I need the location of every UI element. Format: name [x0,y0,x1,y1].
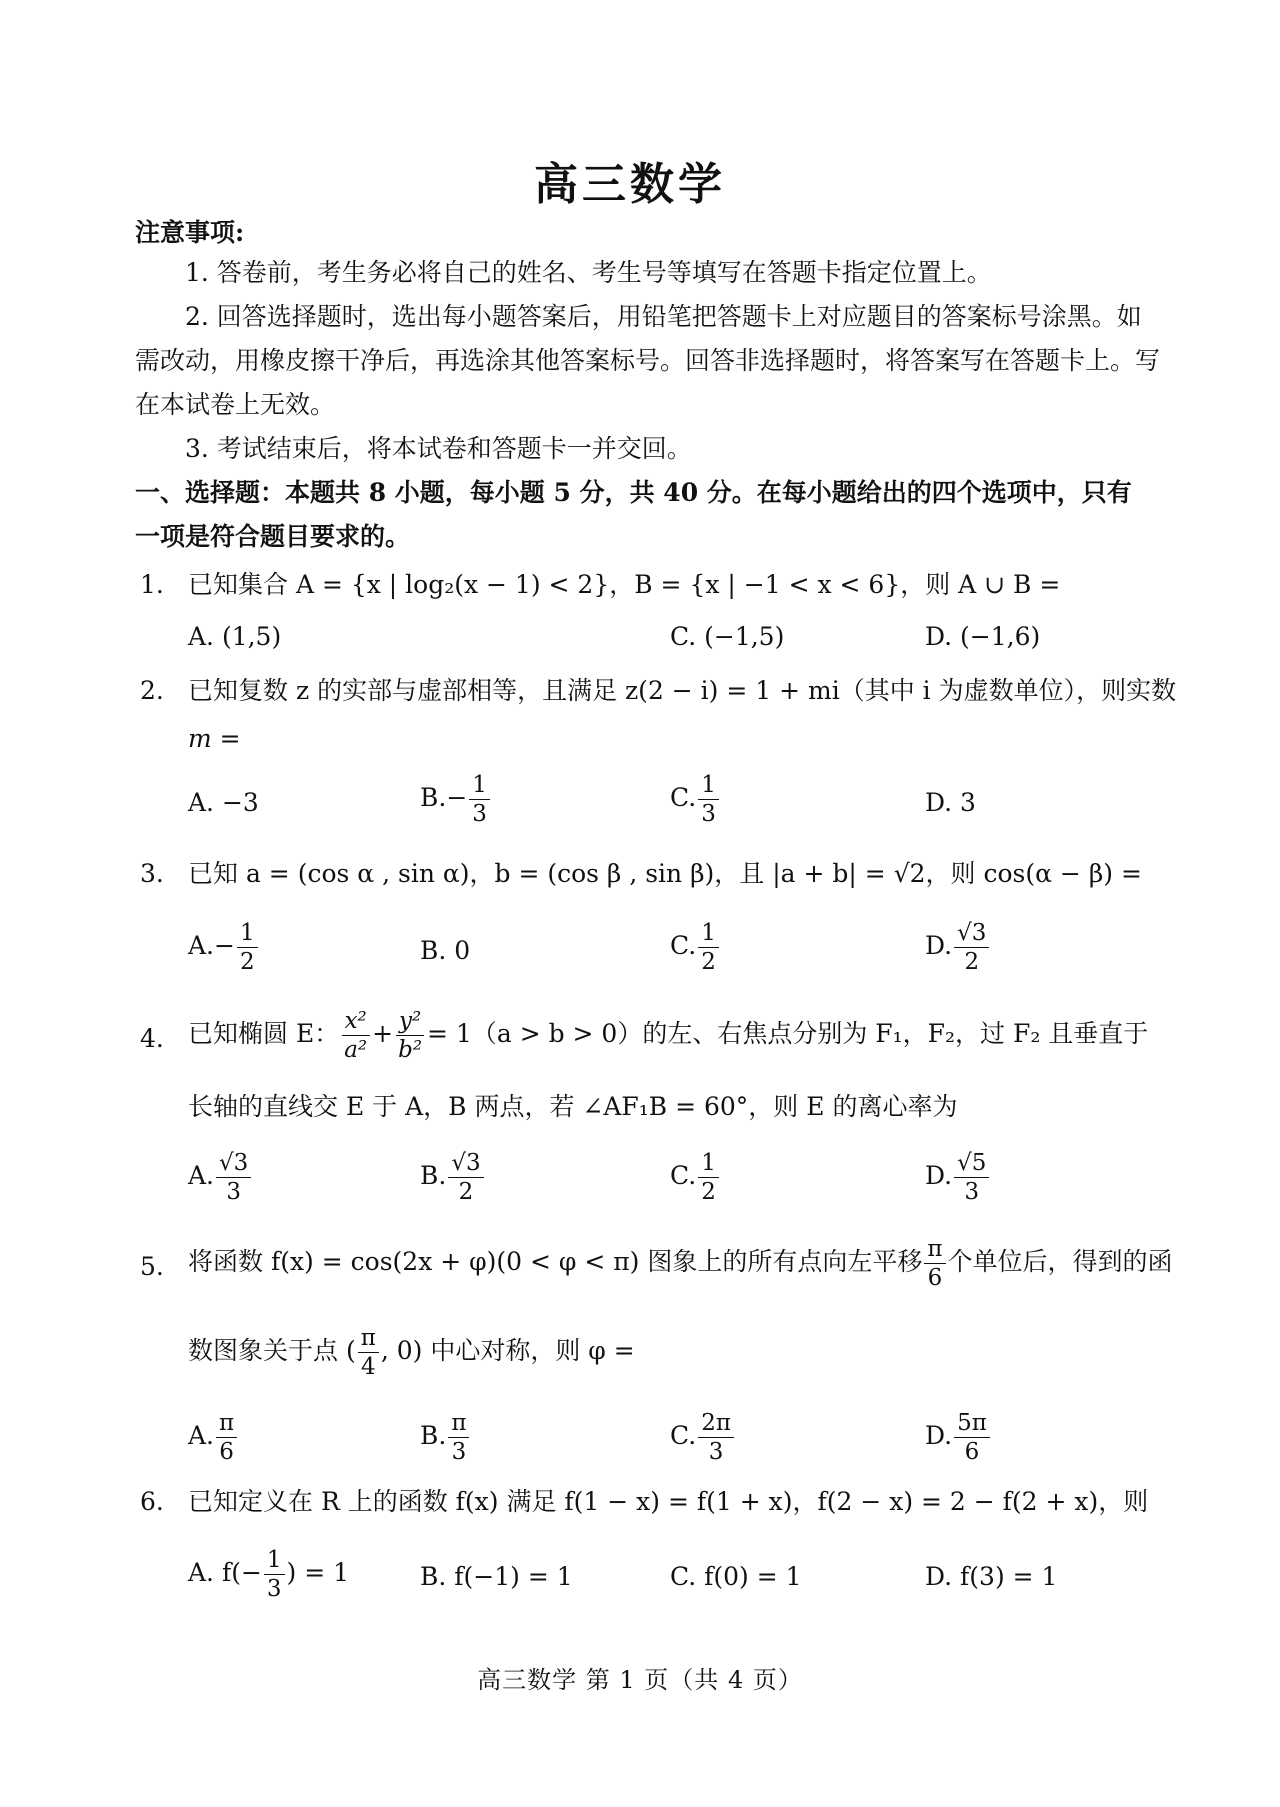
notice-item: 3. 考试结束后，将本试卷和答题卡一并交回。 [185,434,692,463]
q2-option-c: C. $\frac{1}{3}$ [670,772,721,827]
page-footer: 高三数学 第 1 页（共 4 页） [477,1666,803,1694]
q4-option-c: C. $\frac{1}{2}$ [670,1150,721,1205]
question-number: 3. [140,859,164,888]
q6-option-a: A. f(− $\frac{1}{3}$ ) = 1 [188,1547,350,1602]
q6-option-d: D. f(3) = 1 [925,1562,1058,1591]
q5-option-b: B. $\frac{\pi}{3}$ [420,1410,471,1465]
question-5-text-cont: 数图象关于点 ( $\frac{\pi}{4}$ , 0) 中心对称，则 φ = [188,1325,635,1380]
page-title: 高三数学 [534,159,726,210]
question-5-text: 将函数 f(x) = cos(2x + φ)(0 < φ < π) 图象上的所有点向左平移 $\frac{\pi}{6}$ 个单位后，得到的函 [188,1236,1173,1291]
question-1-text: 已知集合 A = {x | log₂(x − 1) < 2}，B = {x | −1 < x < 6}，则 A ∪ B = [188,570,1061,599]
question-3-text: 已知 a = (cos α , sin α)，b = (cos β , sin β)，且 |a + b| = √2，则 cos(α − β) = [188,859,1142,888]
q5-option-d: D. $\frac{5\pi}{6}$ [925,1410,992,1465]
q6-option-b: B. f(−1) = 1 [420,1562,573,1591]
q3-option-c: C. $\frac{1}{2}$ [670,920,721,975]
notice-item: 需改动，用橡皮擦干净后，再选涂其他答案标号。回答非选择题时，将答案写在答题卡上。写 [135,346,1161,375]
q1-option-d: D. (−1,6) [925,622,1041,651]
question-number: 5. [140,1252,164,1281]
q2-option-d: D. 3 [925,788,976,817]
question-number: 6. [140,1487,164,1516]
q2-option-a: A. −3 [188,788,259,817]
notice-item: 在本试卷上无效。 [135,390,336,419]
question-6-text: 已知定义在 R 上的函数 f(x) 满足 f(1 − x) = f(1 + x)，f(2 − x) = 2 − f(2 + x)，则 [188,1487,1149,1516]
q4-option-a: A. $\frac{√3}{3}$ [188,1150,253,1205]
question-4-text: 已知椭圆 E： $\frac{\text{x²}}{\text{a²}}$ + $\frac{\text{y²}}{\text{b²}}$ = 1（a > b > 0）的左、右焦点分别为 F₁，F₂，过 F₂ 且垂直于 [188,1008,1149,1063]
q3-option-d: D. $\frac{√3}{2}$ [925,920,991,975]
q3-option-a: A.− $\frac{1}{2}$ [188,920,260,975]
q1-option-c: C. (−1,5) [670,622,785,651]
section-heading: 一项是符合题目要求的。 [135,522,411,551]
question-4-text-cont: 长轴的直线交 E 于 A，B 两点，若 ∠AF₁B = 60°，则 E 的离心率为 [188,1092,958,1121]
notice-heading: 注意事项: [135,218,245,247]
section-heading: 一、选择题：本题共 8 小题，每小题 5 分，共 40 分。在每小题给出的四个选项中，只有 [135,478,1132,507]
notice-item: 2. 回答选择题时，选出每小题答案后，用铅笔把答题卡上对应题目的答案标号涂黑。如 [185,302,1142,331]
question-number: 1. [140,570,164,599]
q6-option-c: C. f(0) = 1 [670,1562,802,1591]
question-2-text-cont: m = [188,724,241,753]
q1-option-a: A. (1,5) [188,622,282,651]
q3-option-b: B. 0 [420,936,471,965]
question-number: 4. [140,1024,164,1053]
q4-option-b: B. $\frac{√3}{2}$ [420,1150,486,1205]
question-number: 2. [140,676,164,705]
q4-option-d: D. $\frac{√5}{3}$ [925,1150,991,1205]
q2-option-b: B.− $\frac{1}{3}$ [420,772,492,827]
q5-option-a: A. $\frac{\pi}{6}$ [188,1410,239,1465]
notice-item: 1. 答卷前，考生务必将自己的姓名、考生号等填写在答题卡指定位置上。 [185,258,992,287]
question-2-text: 已知复数 z 的实部与虚部相等，且满足 z(2 − i) = 1 + mi（其中 i 为虚数单位），则实数 [188,676,1177,705]
q5-option-c: C. $\frac{2\pi}{3}$ [670,1410,736,1465]
